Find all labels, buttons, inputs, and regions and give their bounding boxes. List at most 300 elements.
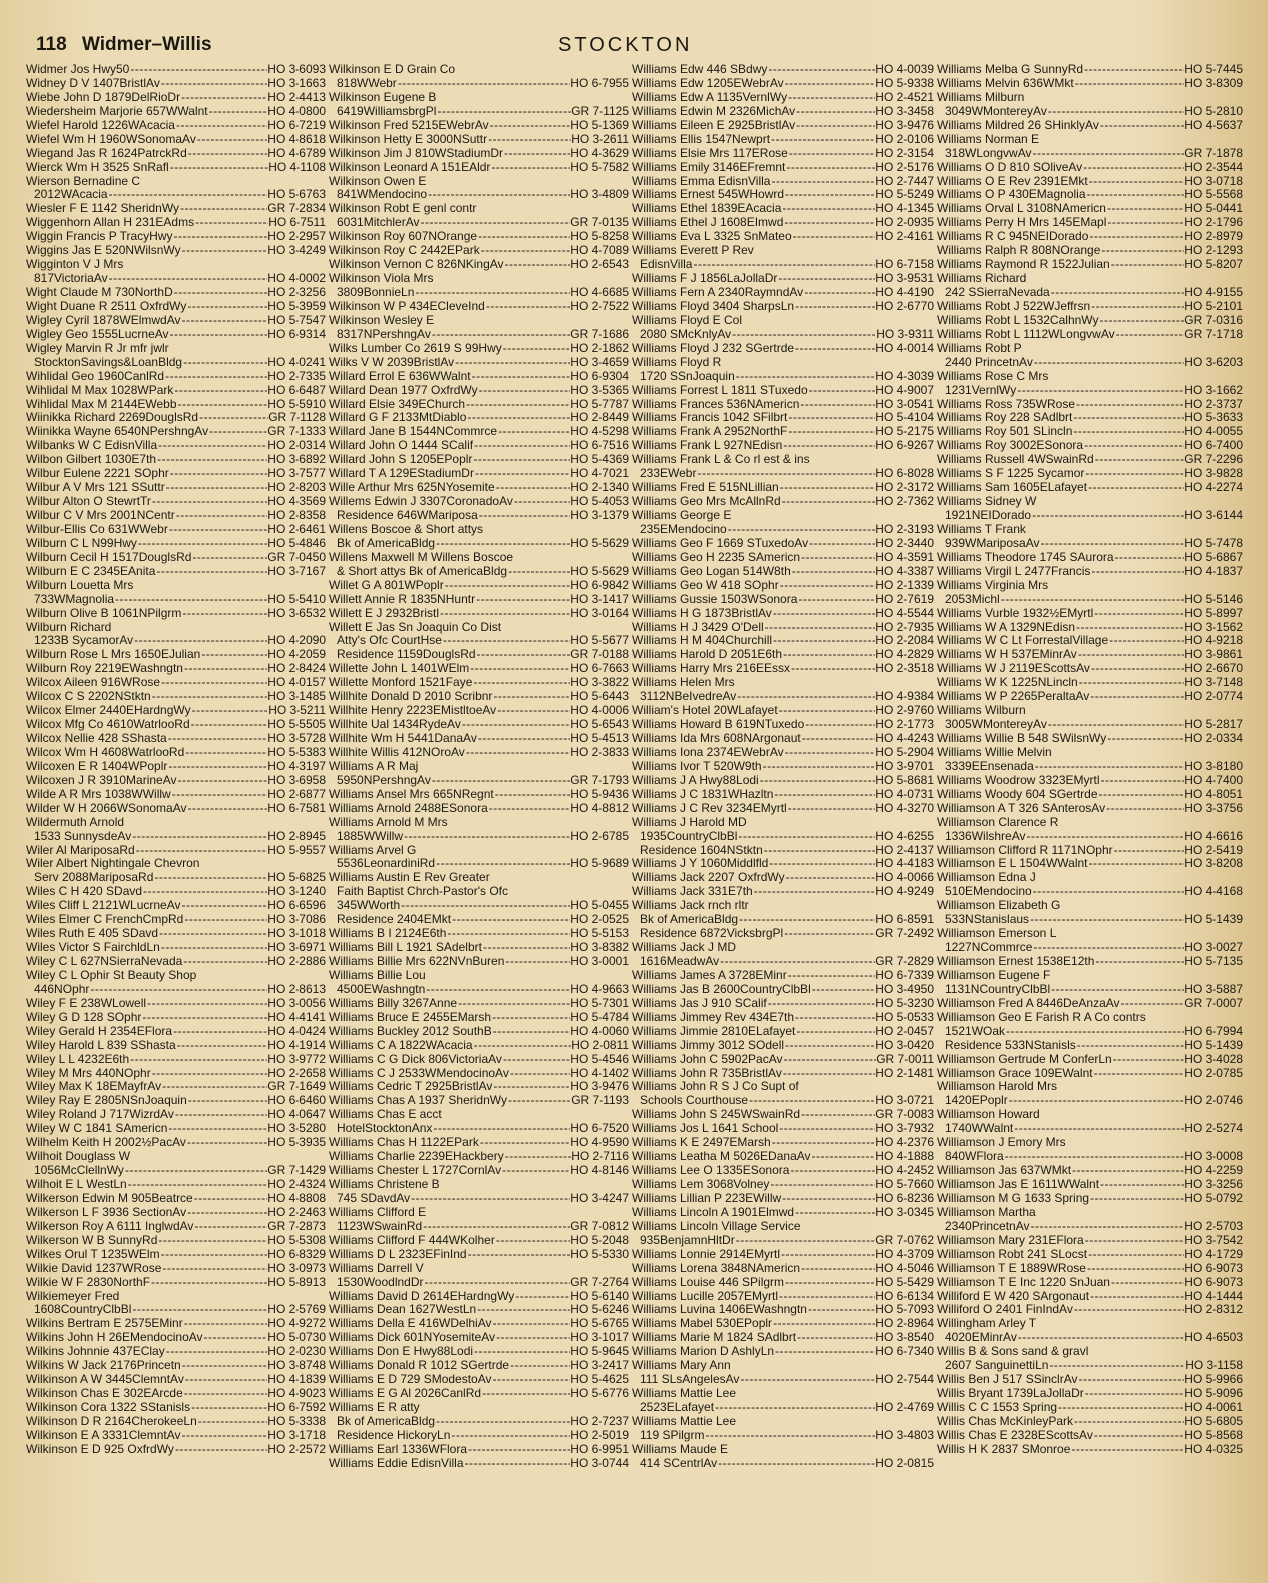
listing-entry [26,634,326,648]
leader-dots [771,1136,876,1150]
listing-entry [26,1303,326,1317]
listing-entry [632,816,934,830]
listing-name: Wierson Bernadine C [26,174,141,188]
listing-phone: HO 2-4413 [267,90,326,104]
listing-entry [632,286,934,300]
listing-name: Williamson Howard [937,1108,1040,1122]
listing-phone: HO 4-2059 [267,648,326,662]
listing-name: 2340PrincetnAv [945,1219,1030,1233]
listing-entry [329,857,629,871]
listing-phone: HO 2-2572 [267,1442,326,1456]
listing-name: Williams W C Lt ForrestalVillage [937,634,1109,648]
listing-entry [26,1387,326,1401]
leader-dots [781,495,876,509]
leader-dots [161,1262,267,1276]
listing-entry [632,788,934,802]
listing-entry [329,955,629,969]
listing-phone: HO 6-9842 [570,578,629,592]
listing-entry [937,63,1243,77]
listing-entry [329,1067,629,1081]
leader-dots [169,467,268,481]
listing-phone: GR 7-1193 [571,1094,629,1108]
listing-name: Williams Christene B [329,1178,440,1191]
listing-entry [26,1234,326,1248]
leader-dots [155,565,267,579]
leader-dots [1093,1429,1184,1443]
listing-phone: HO 5-6246 [570,1303,629,1317]
listing-entry [937,1067,1243,1081]
listing-entry [632,509,934,523]
leader-dots [1008,1094,1185,1108]
leader-dots [473,1039,572,1053]
listing-phone: GR 7-2873 [267,1219,326,1233]
listing-column-3 [632,63,934,1571]
listing-entry [632,997,934,1011]
listing-name: Williams Luvina 1406EWashngtn [632,1303,807,1317]
leader-dots [165,481,268,495]
listing-entry [26,551,326,565]
listing-name: Wilbur-Ellis Co 631WWebr [26,522,168,536]
listing-name: Williams Dean 1627WestLn [329,1303,477,1317]
leader-dots [89,983,267,997]
listing-phone: HO 2-6770 [875,299,934,313]
listing-name: Wigley Marvin R Jr mfr jwlr [26,341,169,355]
listing-name: Williams Mattie Lee [632,1387,737,1401]
listing-entry [937,286,1243,300]
listing-entry [937,439,1243,453]
listing-name: 939WMariposaAv [945,536,1040,550]
listing-entry [329,788,629,802]
leader-dots [714,1401,875,1415]
listing-entry [937,481,1243,495]
leader-dots [768,857,875,871]
listing-entry [329,1094,629,1108]
leader-dots [164,370,267,384]
listing-entry [937,871,1243,885]
listing-entry [26,690,326,704]
listing-name: Williams Perry H Mrs 145EMapl [937,216,1107,230]
listing-phone: HO 4-3387 [875,564,934,578]
listing-name: Wigley Cyril 1878WElmwdAv [26,313,181,327]
listing-entry [937,690,1243,704]
listing-name: 935BenjamnHltDr [640,1233,735,1247]
leader-dots [472,676,570,690]
leader-dots [1057,1401,1184,1415]
leader-dots [186,1206,267,1220]
listing-entry [26,607,326,621]
listing-phone: HO 5-5568 [1184,188,1243,202]
leader-dots [467,1248,571,1262]
leader-dots [1089,1290,1184,1304]
listing-name: Williams Roy 3002ESonora [937,439,1084,453]
listing-entry [937,1080,1243,1094]
listing-name: Williams Leatha M 5026EDanaAv [632,1150,811,1164]
leader-dots [435,1415,570,1429]
listing-name: 4500EWashngtn [337,982,426,996]
leader-dots [172,1025,267,1039]
leader-dots [466,411,570,425]
leader-dots [803,286,875,300]
listing-entry [329,1164,629,1178]
listing-entry [632,356,934,370]
listing-entry [632,621,934,635]
leader-dots [158,927,267,941]
listing-name: Wilkinson Fred 5215EWebrAv [329,118,489,132]
listing-phone: HO 2-2084 [875,634,934,648]
leader-dots [400,899,570,913]
listing-name: Williams W A 1329NEdisn [937,620,1076,634]
listing-name: Williams Maude E [632,1442,729,1456]
listing-name: Willett E Jas Sn Joaquin Co Dist [329,620,502,634]
listing-name: Williams Robt L 1112WLongvwAv [937,327,1115,341]
listing-entry [329,593,629,607]
listing-name: Wilkerson Edwin M 905Beatrce [26,1191,193,1205]
leader-dots [1108,634,1184,648]
listing-phone: GR 7-2296 [1184,453,1243,467]
leader-dots [719,955,875,969]
listing-name: Williams W J 2119EScottsAv [937,662,1090,676]
listing-entry [329,258,629,272]
listing-name: Wiley F E 238WLowell [26,996,147,1010]
leader-dots [731,328,876,342]
leader-dots [1093,607,1184,621]
listing-name: Wiley C L Ophir St Beauty Shop [26,968,197,982]
listing-name: Williamson Grace 109EWalnt [937,1066,1093,1080]
listing-phone: HO 3-6203 [1184,355,1243,369]
leader-dots [175,119,267,133]
leader-dots [471,370,571,384]
leader-dots [1032,885,1185,899]
listing-entry [26,384,326,398]
listing-phone: HO 2-2658 [267,1066,326,1080]
listing-phone: HO 4-0647 [267,1108,326,1122]
leader-dots [480,244,571,258]
listing-name: Williams Robt L 1532CalhnWy [937,313,1099,327]
leader-dots [465,746,570,760]
leader-dots [801,732,876,746]
listing-name: Wilde A R Mrs 1038WWillw [26,787,171,801]
leader-dots [492,1080,570,1094]
leader-dots [1078,676,1185,690]
listing-phone: HO 3-1017 [570,1331,629,1345]
listing-entry [937,398,1243,412]
leader-dots [476,648,571,662]
listing-entry [632,1303,934,1317]
listing-entry [632,314,934,328]
listing-name: Williams Jimmy 3012 SOdell [632,1038,785,1052]
listing-name: Serv 2088MariposaRd [34,871,154,885]
listing-entry [26,1094,326,1108]
listing-name: Williams C A 1822WAcacia [329,1038,473,1052]
listing-phone: HO 3-2611 [571,132,629,146]
listing-entry [329,1234,629,1248]
listing-phone: HO 6-6460 [267,1094,326,1108]
listing-name: Williams Woody 604 SGertrde [937,787,1098,801]
leader-dots [427,188,570,202]
listing-name: Williams Donald R 1012 SGertrde [329,1359,510,1373]
leader-dots [179,202,267,216]
leader-dots [692,258,875,272]
listing-name: Williams Ethel 1839EAcacia [632,202,782,216]
listing-phone: HO 3-3756 [1184,801,1243,815]
listing-name: Wiinikka Richard 2269DouglsRd [26,411,199,425]
leader-dots [1099,119,1184,133]
leader-dots [451,913,570,927]
listing-name: Willis Chas McKinleyPark [937,1414,1074,1428]
listing-name: Williams C G Dick 806VictoriaAv [329,1052,502,1066]
listing-phone: HO 4-4141 [267,1010,326,1024]
listing-entry [632,523,934,537]
listing-entry [329,1290,629,1304]
listing-phone: HO 2-3833 [570,745,629,759]
listing-entry [937,718,1243,732]
listing-phone: HO 2-1293 [1184,244,1243,258]
listing-phone: HO 5-9689 [570,857,629,871]
listing-phone: HO 5-6443 [570,690,629,704]
listing-phone: HO 2-0811 [571,1038,629,1052]
listing-name: Williams H G 1873BristlAv [632,606,772,620]
listing-name: Williamson Clarence R [937,815,1059,829]
listing-name: Wilkinson Jim J 810WStadiumDr [329,146,504,160]
leader-dots [181,899,268,913]
listing-column-4 [937,63,1243,1571]
leader-dots [173,286,268,300]
listing-name: Williams J C Rev 3234EMyrtl [632,801,787,815]
listing-name: Wiles Victor S FairchldLn [26,941,160,955]
listing-name: Williams Edwin M 2326MichAv [632,104,796,118]
listing-name: Wihlidal Max M 2144EWebb [26,397,177,411]
listing-phone: GR 7-0762 [875,1233,934,1247]
listing-entry [632,495,934,509]
leader-dots [424,1276,571,1290]
listing-entry [632,1067,934,1081]
listing-phone: GR 7-1333 [267,425,326,439]
listing-name: Williamson Fred A 8446DeAnzaAv [937,996,1120,1010]
listing-phone: HO 2-2463 [267,1205,326,1219]
listing-entry [632,1276,934,1290]
leader-dots [446,927,570,941]
listing-entry [26,760,326,774]
listing-phone: HO 5-5383 [267,745,326,759]
listing-entry [937,1234,1243,1248]
listing-phone: HO 2-4521 [875,90,934,104]
listing-entry [632,690,934,704]
listing-name: Williams B I 2124E6th [329,927,447,941]
listing-phone: GR 7-1793 [570,773,629,787]
listing-phone: HO 4-1108 [268,160,326,174]
listing-name: Williams A R Maj [329,759,419,773]
listing-name: Williams Ellis 1547Newprt [632,132,771,146]
listing-phone: HO 4-0424 [267,1024,326,1038]
listing-name: Williams John C 5902PacAv [632,1052,783,1066]
listing-phone: HO 6-7520 [570,1122,629,1136]
listing-name: Williams Richard [937,272,1027,286]
listing-entry [329,1331,629,1345]
leader-dots [778,1290,875,1304]
name-range: Widmer–Willis [82,34,212,55]
listing-name: Wilkinson Chas E 302EArcde [26,1387,183,1401]
listing-name: Williams Jimmey Rev 434E7th [632,1010,795,1024]
listing-phone: HO 5-5330 [570,1247,629,1261]
leader-dots [783,927,875,941]
listing-name: Wille Arthur Mrs 625NYosemite [329,481,495,495]
listing-name: Williams W H 537EMinrAv [937,648,1077,662]
listing-phone: HO 4-9007 [875,383,934,397]
listing-entry [632,634,934,648]
listing-name: Williams Milburn [937,90,1025,104]
listing-name: & Short attys Bk of AmericaBldg [337,564,508,578]
listing-phone: HO 3-0164 [570,606,629,620]
listing-name: Williams Jas B 2600CountryClbBl [632,982,811,996]
listing-phone: HO 5-9645 [570,1345,629,1359]
listing-name: Wilkinson Leonard A 151EAldr [329,160,491,174]
leader-dots [778,1122,875,1136]
listing-name: Williams Frank L & Co rl est & ins [632,453,810,467]
listing-name: 446NOphr [34,982,90,996]
listing-name: Williams Vurble 1932½EMyrtl [937,606,1094,620]
listing-name: 3049WMontereyAv [945,104,1047,118]
listing-phone: HO 3-9772 [267,1052,326,1066]
leader-dots [780,1248,875,1262]
listing-name: Williams Wilburn [937,704,1026,718]
listing-name: 510EMendocino [945,885,1032,899]
listing-entry [329,300,629,314]
listing-name: Williams Louise 446 SPilgrm [632,1275,785,1289]
leader-dots [171,788,268,802]
leader-dots [1070,1443,1184,1457]
listing-phone: HO 6-8591 [875,913,934,927]
listing-entry [937,676,1243,690]
listing-phone: HO 6-8329 [267,1247,326,1261]
listing-phone: HO 3-1485 [267,690,326,704]
listing-name: Williamson A T 326 SAnterosAv [937,801,1106,815]
leader-dots [160,676,267,690]
listing-name: Willhite Ual 1434RydeAv [329,718,461,732]
listing-phone: HO 3-9476 [875,118,934,132]
listing-phone: HO 4-1839 [267,1373,326,1387]
listing-name: Wight Duane R 2511 OxfrdWy [26,299,187,313]
leader-dots [1089,1192,1184,1206]
listing-phone: HO 3-0744 [570,1456,629,1470]
leader-dots [811,1150,876,1164]
leader-dots [487,133,571,147]
listing-entry [329,439,629,453]
listing-entry [937,1415,1243,1429]
listing-phone: HO 5-8568 [1184,1428,1243,1442]
listing-name: Williams Virgil L 2477Francis [937,564,1091,578]
listing-entry [26,844,326,858]
leader-dots [779,579,876,593]
listing-entry [632,857,934,871]
listing-phone: HO 5-2101 [1184,299,1243,313]
leader-dots [198,411,268,425]
listing-phone: HO 6-7581 [267,801,326,815]
listing-phone: HO 4-9249 [875,885,934,899]
listing-name: Residence 2404EMkt [337,913,452,927]
listing-phone: HO 4-8051 [1184,787,1243,801]
listing-entry [26,119,326,133]
listing-entry [329,314,629,328]
listing-phone: HO 6-7400 [1184,439,1243,453]
listing-entry [329,147,629,161]
listing-entry [26,300,326,314]
listing-entry [26,774,326,788]
leader-dots [1088,230,1184,244]
leader-dots [778,704,876,718]
leader-dots [196,133,267,147]
listing-phone: HO 3-1718 [267,1428,326,1442]
leader-dots [763,844,876,858]
listing-name: Willis C C 1553 Spring [937,1401,1058,1414]
listing-name: Williams Ross 735WRose [937,397,1076,411]
listing-phone: HO 5-4625 [570,1373,629,1387]
listing-entry [26,1150,326,1164]
listing-phone: GR 7-1686 [570,327,629,341]
listing-entry [937,1429,1243,1443]
leader-dots [772,1317,875,1331]
listing-name: Williams Eileen E 2925BristlAv [632,118,796,132]
listing-entry [26,662,326,676]
listing-entry [632,1457,934,1471]
listing-entry [329,509,629,523]
listing-name: Williams Ida Mrs 608NArgonaut [632,732,801,745]
listing-name: Williams O P 430EMagnolia [937,188,1086,202]
leader-dots [461,718,570,732]
listing-phone: HO 3-4659 [570,355,629,369]
listing-phone: HO 6-9951 [570,1442,629,1456]
leader-dots [495,1234,570,1248]
listing-entry [329,1053,629,1067]
listing-entry [632,899,934,913]
leader-dots [174,1108,267,1122]
listing-name: Wiedersheim Marjorie 657WWalnt [26,104,208,118]
listing-name: Wilburn Cecil H 1517DouglsRd [26,550,192,564]
listing-entry [329,105,629,119]
listing-phone: HO 5-7547 [267,313,326,327]
listing-name: Wilkins Bertram E 2575EMinr [26,1317,183,1331]
listing-name: Residence 6872VicksbrgPl [640,927,784,941]
listing-phone: GR 7-1125 [571,104,629,118]
listing-entry [937,119,1243,133]
listing-entry [26,411,326,425]
listing-entry [937,1262,1243,1276]
listing-entry [937,467,1243,481]
listing-entry [329,342,629,356]
listing-entry [26,1067,326,1081]
leader-dots [131,830,267,844]
leader-dots [1089,690,1184,704]
listing-entry [937,662,1243,676]
listing-phone: HO 2-5419 [1184,843,1243,857]
listing-entry [937,1053,1243,1067]
listing-name: 242 SSierraNevada [945,286,1050,299]
listing-name: Willens Boscoe & Short attys [329,522,484,536]
listing-entry [937,593,1243,607]
listing-entry [329,1025,629,1039]
leader-dots [1106,216,1184,230]
listing-phone: HO 3-1663 [267,76,326,90]
leader-dots [482,941,570,955]
listing-name: Willis Ben J 517 SSinclrAv [937,1373,1078,1387]
listing-entry [329,579,629,593]
listing-entry [937,634,1243,648]
listing-phone: HO 2-8613 [267,982,326,996]
leader-dots [790,662,875,676]
listing-entry [329,356,629,370]
listing-phone: HO 3-5365 [570,383,629,397]
leader-dots [160,1248,268,1262]
listing-entry [632,1401,934,1415]
